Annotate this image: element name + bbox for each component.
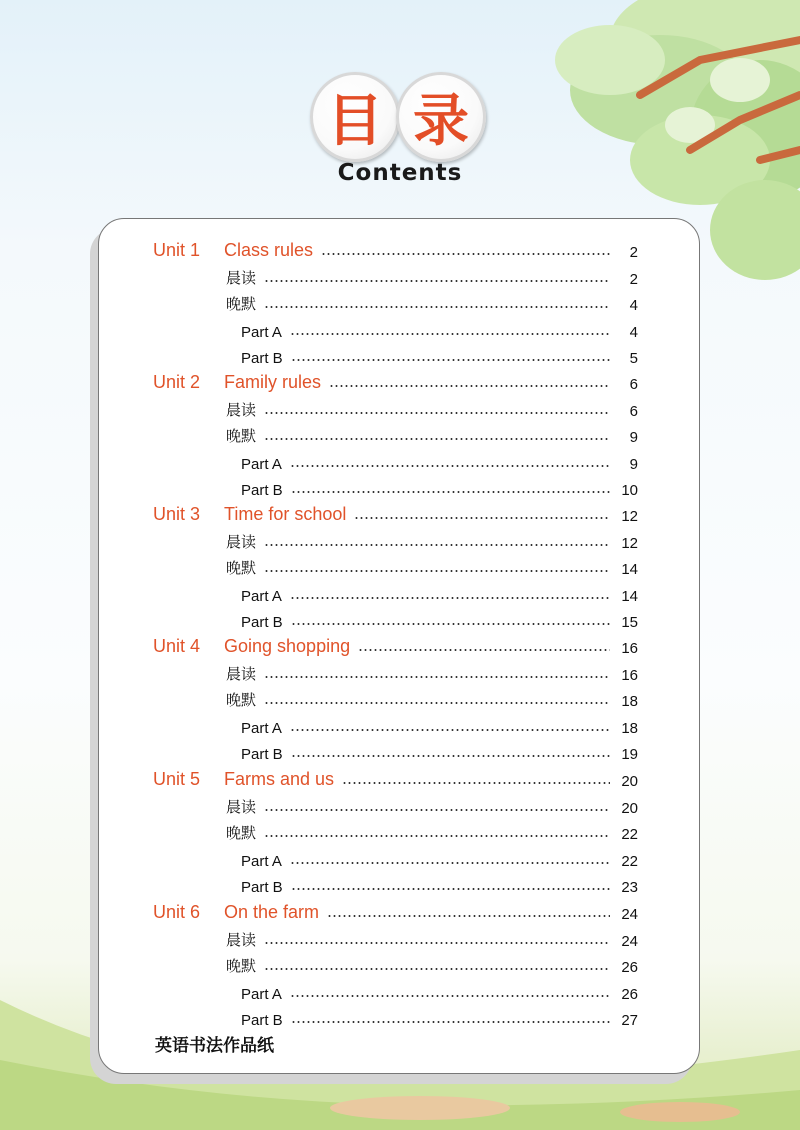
dot-leader [264, 835, 610, 837]
section-label: 晨读 [226, 534, 257, 551]
section-label: Part B [241, 482, 283, 499]
page-number: 14 [621, 588, 638, 605]
section-label: Part A [241, 853, 282, 870]
section-label: 晚默 [226, 825, 257, 842]
section-label: Part A [241, 588, 282, 605]
toc-part-row [241, 475, 638, 499]
dot-leader [291, 755, 610, 757]
title-block [300, 72, 500, 202]
footer-label: 英语书法作品纸 [155, 1036, 274, 1056]
toc-part-row [241, 449, 638, 473]
unit-title: Class rules [224, 240, 314, 260]
toc-section-row [226, 396, 638, 420]
section-label: Part B [241, 614, 283, 631]
dot-leader [264, 968, 610, 970]
page-number: 19 [621, 746, 638, 763]
page-number: 12 [621, 535, 638, 552]
page-number: 12 [621, 508, 638, 525]
dot-leader [291, 888, 610, 890]
section-label: Part B [241, 746, 283, 763]
toc-section-row [226, 422, 638, 446]
dot-leader [264, 942, 610, 944]
section-label: 晚默 [226, 428, 257, 445]
dot-leader [264, 676, 610, 678]
toc-unit-row [153, 899, 638, 923]
section-label: 晨读 [226, 666, 257, 683]
toc-section-row [226, 264, 638, 288]
unit-number: Unit 2 [153, 372, 201, 392]
section-label: 晚默 [226, 560, 257, 577]
dot-leader [290, 995, 610, 997]
dot-leader [264, 702, 610, 704]
title-char-1: 目 [310, 72, 400, 162]
dot-leader [290, 597, 610, 599]
section-label: 晨读 [226, 799, 257, 816]
toc-section-row [226, 660, 638, 684]
page-number: 18 [621, 720, 638, 737]
dot-leader [264, 412, 610, 414]
unit-number: Unit 6 [153, 902, 201, 922]
toc-unit-row [153, 369, 638, 393]
page-number: 16 [621, 667, 638, 684]
section-label: Part B [241, 350, 283, 367]
dot-leader [264, 570, 610, 572]
dot-leader [290, 862, 610, 864]
toc-section-row [226, 554, 638, 578]
section-label: Part A [241, 986, 282, 1003]
toc-section-row [226, 926, 638, 950]
dot-leader [358, 649, 610, 651]
page-number: 20 [621, 800, 638, 817]
page-number: 18 [621, 693, 638, 710]
dot-leader [342, 782, 610, 784]
unit-title: Time for school [224, 504, 347, 524]
toc-unit-row [153, 633, 638, 657]
toc-section-row [226, 686, 638, 710]
dot-leader [354, 517, 610, 519]
toc-unit-row [153, 766, 638, 790]
dot-leader [264, 809, 610, 811]
toc-part-row [241, 846, 638, 870]
dot-leader [327, 915, 610, 917]
dot-leader [329, 385, 610, 387]
page-number: 27 [621, 1012, 638, 1029]
dot-leader [264, 280, 610, 282]
dot-leader [290, 333, 610, 335]
page-number: 20 [621, 773, 638, 790]
toc-unit-row [153, 237, 638, 261]
section-label: Part A [241, 324, 282, 341]
page-number: 6 [629, 403, 638, 420]
page-number: 9 [629, 456, 638, 473]
toc-section-row [226, 952, 638, 976]
section-label: 晚默 [226, 958, 257, 975]
unit-number: Unit 3 [153, 504, 201, 524]
page-number: 2 [629, 244, 638, 261]
dot-leader [291, 623, 610, 625]
dot-leader [321, 253, 610, 255]
toc-part-row [241, 607, 638, 631]
section-label: Part B [241, 1012, 283, 1029]
dot-leader [264, 438, 610, 440]
page-number: 4 [629, 324, 638, 341]
unit-number: Unit 4 [153, 636, 201, 656]
dot-leader [291, 359, 610, 361]
unit-title: Going shopping [224, 636, 351, 656]
toc-part-row [241, 317, 638, 341]
dot-leader [291, 1021, 610, 1023]
page-number: 24 [621, 906, 638, 923]
section-label: Part A [241, 456, 282, 473]
section-label: Part B [241, 879, 283, 896]
dot-leader [291, 491, 610, 493]
dot-leader [290, 465, 610, 467]
dot-leader [290, 729, 610, 731]
section-label: 晨读 [226, 932, 257, 949]
page-subtitle: Contents [337, 160, 463, 186]
toc-part-row [241, 343, 638, 367]
page-number: 24 [621, 933, 638, 950]
page-number: 2 [629, 271, 638, 288]
page-number: 22 [621, 853, 638, 870]
unit-title: On the farm [224, 902, 320, 922]
page-number: 15 [621, 614, 638, 631]
toc-section-row [226, 290, 638, 314]
unit-title: Farms and us [224, 769, 335, 789]
toc-part-row [241, 979, 638, 1003]
page-number: 22 [621, 826, 638, 843]
page-number: 23 [621, 879, 638, 896]
toc-part-row [241, 739, 638, 763]
page-number: 4 [629, 297, 638, 314]
toc-part-row [241, 872, 638, 896]
page-number: 16 [621, 640, 638, 657]
unit-number: Unit 1 [153, 240, 201, 260]
page-number: 10 [621, 482, 638, 499]
page-number: 5 [629, 350, 638, 367]
toc-part-row [241, 713, 638, 737]
section-label: Part A [241, 720, 282, 737]
page-number: 6 [629, 376, 638, 393]
page-number: 26 [621, 986, 638, 1003]
title-char-2: 录 [396, 72, 486, 162]
toc-unit-row [153, 501, 638, 525]
section-label: 晚默 [226, 692, 257, 709]
toc-part-row [241, 581, 638, 605]
contents-card [98, 218, 700, 1074]
unit-title: Family rules [224, 372, 322, 392]
unit-number: Unit 5 [153, 769, 201, 789]
page-number: 14 [621, 561, 638, 578]
toc-section-row [226, 819, 638, 843]
toc-part-row [241, 1005, 638, 1029]
page-number: 9 [629, 429, 638, 446]
dot-leader [264, 306, 610, 308]
section-label: 晨读 [226, 402, 257, 419]
toc-section-row [226, 528, 638, 552]
section-label: 晨读 [226, 270, 257, 287]
section-label: 晚默 [226, 296, 257, 313]
toc-section-row [226, 793, 638, 817]
page-number: 26 [621, 959, 638, 976]
dot-leader [264, 544, 610, 546]
